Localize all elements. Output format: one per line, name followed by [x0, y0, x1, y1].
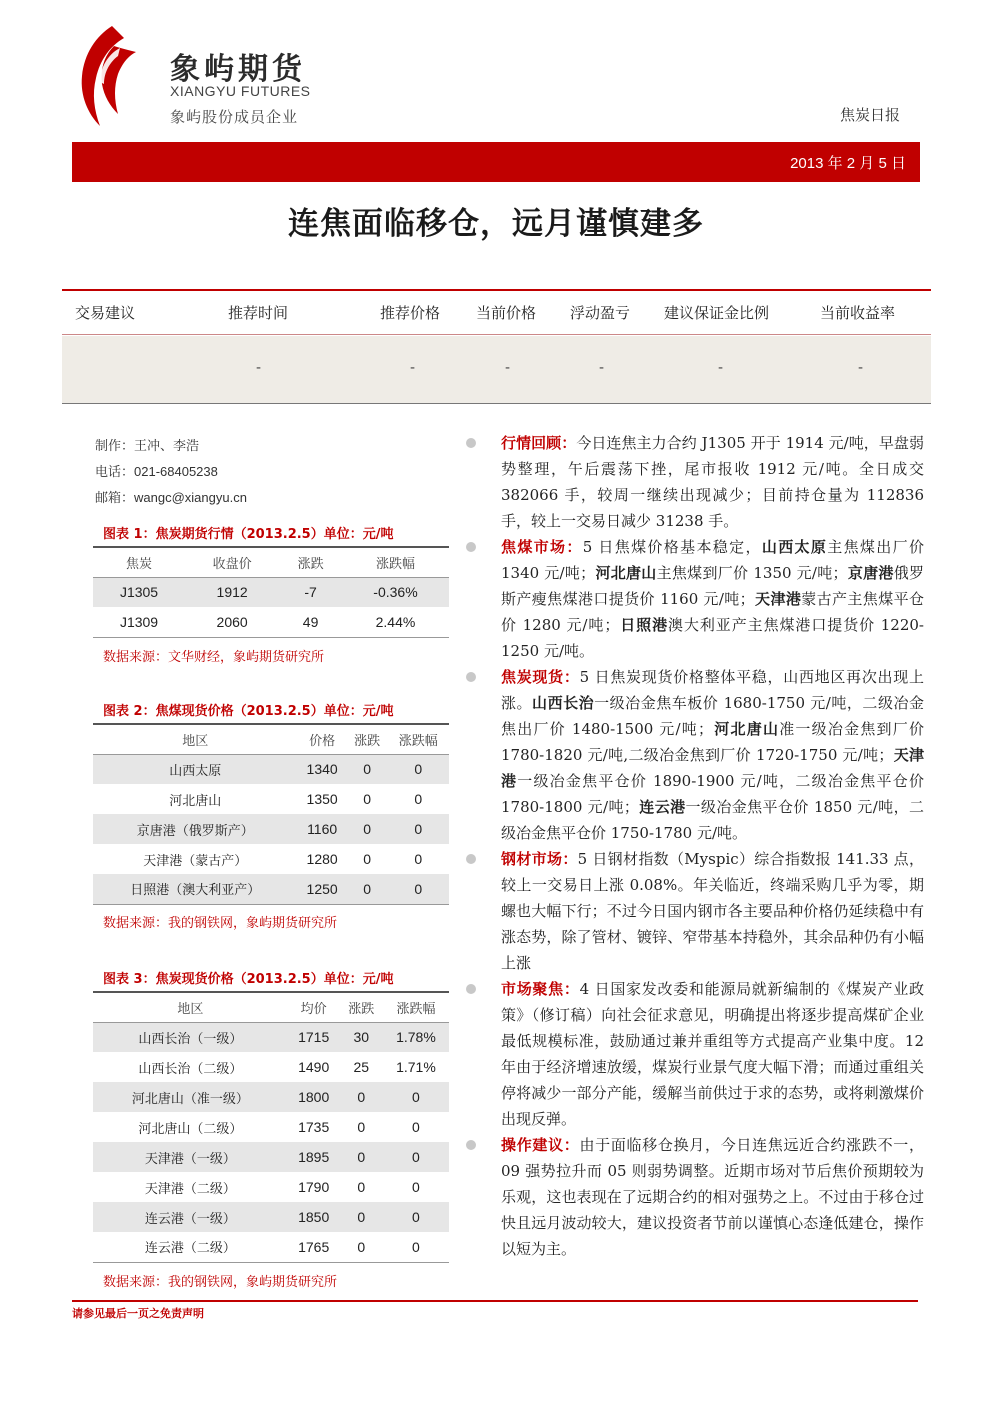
fig2-title: 图表 2：焦煤现货价格（2013.2.5）单位：元/吨	[103, 704, 394, 719]
section-text: 5 日焦炭现货价格整体平稳，山西地区再次出现上涨。	[501, 668, 924, 712]
table-cell: 49	[279, 607, 342, 637]
table-cell: 1715	[288, 1022, 340, 1052]
section-label: 焦煤市场：	[501, 538, 583, 556]
fig2-header: 涨跌幅	[388, 724, 449, 754]
highlight-location: 天津港	[754, 590, 802, 608]
table-row	[93, 844, 449, 874]
table-cell: 河北唐山（二级）	[138, 1121, 243, 1137]
rec-header-return: 当前收益率	[820, 304, 896, 322]
email-row	[95, 487, 247, 506]
commentary-sections	[466, 430, 924, 1262]
table-cell: 1250	[298, 874, 347, 904]
fig1-title: 图表 1：焦炭期货行情（2013.2.5）单位：元/吨	[103, 527, 394, 542]
table-cell: 0	[388, 814, 449, 844]
rec-table-body	[62, 336, 931, 404]
highlight-location: 京唐港	[847, 564, 894, 582]
table-cell: -0.36%	[342, 577, 449, 607]
table-cell: 0	[347, 754, 388, 784]
section-text: 主焦煤出厂价 1340 元/吨；	[501, 538, 924, 582]
rec-value-price: -	[410, 360, 416, 376]
fig1-header: 收盘价	[185, 547, 279, 577]
logo-subtitle: 象屿股份成员企业	[170, 108, 299, 126]
section-label: 操作建议：	[501, 1136, 580, 1154]
table-cell: 1895	[288, 1142, 340, 1172]
table-cell: 0	[340, 1142, 383, 1172]
phone-row	[95, 461, 218, 480]
bullet-dot-icon	[466, 438, 476, 448]
section-label: 焦炭现货：	[501, 668, 580, 686]
table-cell: 1800	[288, 1082, 340, 1112]
table-cell: 1490	[298, 1059, 330, 1075]
table-cell: 1350	[306, 791, 338, 807]
fig1-header: 涨跌	[279, 547, 342, 577]
logo-english-name: XIANGYU FUTURES	[170, 83, 311, 99]
fig3-header: 均价	[288, 992, 340, 1022]
rec-value-return: -	[858, 360, 864, 376]
report-title: 连焦面临移仓，远月谨慎建多	[288, 206, 704, 242]
table-cell: -7	[279, 577, 342, 607]
highlight-location: 连云港	[638, 798, 686, 816]
table-cell: 河北唐山	[169, 793, 222, 809]
table-cell: J1309	[93, 607, 185, 637]
table-cell: 1735	[298, 1119, 330, 1135]
company-logo-icon	[78, 24, 140, 128]
rec-value-margin-ratio: -	[718, 360, 724, 376]
section-text: 蒙古产主焦煤平仓价 1280 元/吨；	[501, 590, 924, 634]
table-cell: 连云港（一级）	[93, 1202, 288, 1232]
table-cell: 1280	[306, 851, 338, 867]
section-text: 5 日焦煤价格基本稳定，	[582, 538, 762, 556]
phone-label: 电话：	[95, 465, 135, 480]
section-text: 俄罗斯产瘦焦煤港口提货价 1160 元/吨；	[501, 564, 924, 608]
email-link[interactable]: wangc@xiangyu.cn	[134, 490, 247, 505]
fig2-source: 数据来源：我的钢铁网，象屿期货研究所	[103, 916, 338, 931]
fig3-table	[93, 991, 449, 1263]
table-cell: 京唐港（俄罗斯产）	[93, 814, 298, 844]
logo-chinese-name: 象屿期货	[170, 52, 306, 87]
rec-value-time: -	[256, 360, 262, 376]
section-text: 一级冶金焦平仓价 1850 元/吨，二级冶金焦平仓价 1750-1780 元/吨。	[501, 798, 924, 842]
table-cell: 天津港（二级）	[144, 1181, 236, 1197]
table-cell: 1765	[288, 1232, 340, 1262]
rec-header-time: 推荐时间	[228, 304, 289, 322]
table-cell: 0	[357, 1119, 366, 1135]
fig3-title: 图表 3：焦炭现货价格（2013.2.5）单位：元/吨	[103, 972, 394, 987]
rec-header-current-price: 当前价格	[476, 304, 537, 322]
commentary-bullet	[466, 846, 924, 976]
table-row	[93, 1052, 449, 1082]
commentary-bullet	[466, 664, 924, 846]
section-label: 市场聚焦：	[501, 980, 580, 998]
section-text: 5 日钢材指数（Myspic）综合指数报 141.33 点，较上一交易日上涨 0.08%。年关临近，终端采购几乎为零，期螺也大幅下行；不过今日国内钢市各主要品种价格仍延续稳中有涨态势，除了管材、镀锌、窄带基本持稳外，其余品种仍有小幅上涨	[501, 850, 924, 972]
table-cell: 河北唐山（准一级）	[93, 1082, 288, 1112]
section-text: 准一级冶金焦到厂价 1780-1820 元/吨,二级冶金焦到厂价 1720-1750 元/吨；	[501, 720, 924, 764]
table-cell: 天津港（一级）	[93, 1142, 288, 1172]
table-row	[93, 577, 449, 607]
commentary-bullet	[466, 430, 924, 534]
table-cell: 1160	[298, 814, 347, 844]
disclaimer-note: 请参见最后一页之免责声明	[72, 1307, 204, 1320]
rec-header-margin-ratio: 建议保证金比例	[664, 304, 770, 322]
highlight-location: 山西太原	[761, 538, 828, 556]
table-cell: 日照港（澳大利亚产）	[93, 874, 298, 904]
rec-header-price: 推荐价格	[380, 304, 441, 322]
table-cell: 1850	[288, 1202, 340, 1232]
section-text: 由于面临移仓换月，今日连焦远近合约涨跌不一，09 强势拉升而 05 则弱势调整。近期市场对节后焦价预期较为乐观，这也表现在了远期合约的相对强势之上。不过由于移仓过快且远月波动较大，建议投资者节前以谨慎心态逢低建仓，操作以短为主。	[501, 1136, 924, 1258]
table-row	[93, 607, 449, 637]
table-cell: 2060	[185, 607, 279, 637]
highlight-location: 河北唐山	[713, 720, 780, 738]
commentary-bullet	[466, 1132, 924, 1262]
table-cell: 0	[414, 791, 423, 807]
bullet-dot-icon	[466, 854, 476, 864]
fig1-header: 涨跌幅	[342, 547, 449, 577]
table-cell: 0	[340, 1082, 383, 1112]
table-row	[93, 1202, 449, 1232]
table-cell: 0	[388, 754, 449, 784]
table-cell: 0	[412, 1179, 420, 1195]
table-cell: 0	[340, 1232, 383, 1262]
table-cell: 1340	[298, 754, 347, 784]
section-text: 一级冶金焦车板价 1680-1750 元/吨，二级冶金焦出厂价 1480-1500 元/吨；	[501, 694, 924, 738]
highlight-location: 天津港	[501, 746, 924, 790]
author: 制作：王冲、李浩	[95, 439, 200, 454]
section-text: 4 日国家发改委和能源局就新编制的《煤炭产业政策》（修订稿）向社会征求意见，明确提出将逐步提高煤矿企业最低规模标准，鼓励通过兼并重组等方式提高产业集中度。12 年由于经济增速放缓，煤炭行业景气度大幅下滑；而通过重组关停将减少一部分产能，缓解当前供过于求的态势，或将刺激煤价出现反弹。	[501, 980, 924, 1128]
table-cell: 天津港（蒙古产）	[143, 853, 248, 869]
section-text: 澳大利亚产主焦煤港口提货价 1220-1250 元/吨。	[501, 616, 924, 660]
table-cell: 25	[353, 1059, 370, 1075]
table-cell: 连云港（二级）	[93, 1232, 288, 1262]
table-cell: 1.78%	[383, 1022, 449, 1052]
section-label: 行情回顾：	[501, 434, 577, 452]
table-cell: 0	[363, 791, 371, 807]
table-cell: 0	[388, 874, 449, 904]
table-cell: 山西长治（二级）	[138, 1061, 243, 1077]
table-row	[93, 754, 449, 784]
table-row	[93, 874, 449, 904]
bullet-dot-icon	[466, 542, 476, 552]
table-cell: 2.44%	[342, 607, 449, 637]
section-text: 主焦煤到厂价 1350 元/吨；	[656, 564, 848, 582]
report-type: 焦炭日报	[839, 106, 900, 124]
fig3-header: 地区	[93, 992, 288, 1022]
fig1-table	[93, 546, 449, 638]
rec-value-floating-pl: -	[599, 360, 605, 376]
table-cell: 0	[412, 1119, 420, 1135]
commentary-bullet	[466, 534, 924, 664]
table-cell: 1790	[298, 1179, 330, 1195]
fig3-header: 涨跌	[340, 992, 383, 1022]
table-cell: 0	[383, 1082, 449, 1112]
table-cell: 0	[340, 1202, 383, 1232]
table-cell: 1.71%	[396, 1059, 436, 1075]
fig1-source: 数据来源：文华财经，象屿期货研究所	[103, 650, 325, 665]
email-label: 邮箱：	[95, 491, 135, 506]
table-cell: 山西太原	[93, 754, 298, 784]
highlight-location: 山西长治	[532, 694, 595, 712]
table-cell: 0	[363, 851, 371, 867]
fig1-header: 焦炭	[93, 547, 185, 577]
table-row	[93, 814, 449, 844]
footer-rule	[72, 1300, 918, 1302]
table-cell: 0	[383, 1232, 449, 1262]
fig2-table	[93, 723, 449, 905]
table-row	[93, 1082, 449, 1112]
bullet-dot-icon	[466, 1140, 476, 1150]
fig2-header: 地区	[93, 724, 298, 754]
section-label: 钢材市场：	[501, 850, 578, 868]
table-row	[93, 1172, 449, 1202]
table-cell: 山西长治（一级）	[93, 1022, 288, 1052]
fig3-header: 涨跌幅	[383, 992, 449, 1022]
table-row	[93, 1232, 449, 1262]
table-cell: 1912	[185, 577, 279, 607]
table-cell: 0	[347, 874, 388, 904]
rec-value-current-price: -	[505, 360, 511, 376]
phone-number: 021-68405238	[134, 464, 218, 479]
highlight-location: 河北唐山	[595, 564, 657, 582]
rec-header-advice: 交易建议	[75, 304, 136, 322]
rec-header-floating-pl: 浮动盈亏	[570, 304, 631, 322]
section-text: 一级冶金焦平仓价 1890-1900 元/吨，二级冶金焦平仓价 1780-1800 元/吨；	[501, 772, 924, 816]
report-date: 2013 年 2 月 5 日	[790, 155, 906, 172]
table-row	[93, 784, 449, 814]
fig2-header: 涨跌	[347, 724, 388, 754]
table-cell: 0	[357, 1179, 366, 1195]
highlight-location: 日照港	[619, 616, 669, 634]
table-cell: 30	[340, 1022, 383, 1052]
table-row	[93, 1142, 449, 1172]
table-cell: 0	[383, 1202, 449, 1232]
table-cell: 0	[383, 1142, 449, 1172]
table-cell: J1305	[93, 577, 185, 607]
bullet-dot-icon	[466, 984, 476, 994]
table-row	[93, 1112, 449, 1142]
table-cell: 0	[347, 814, 388, 844]
table-cell: 0	[414, 851, 423, 867]
fig2-header: 价格	[298, 724, 347, 754]
fig3-source: 数据来源：我的钢铁网，象屿期货研究所	[103, 1275, 338, 1290]
bullet-dot-icon	[466, 672, 476, 682]
section-text: 今日连焦主力合约 J1305 开于 1914 元/吨，早盘弱势整理，午后震荡下挫，尾市报收 1912 元/吨。全日成交 382066 手，较周一继续出现减少；目前持仓量为 112836 手，较上一交易日减少 31238 手。	[501, 434, 924, 530]
commentary-bullet	[466, 976, 924, 1132]
table-row	[93, 1022, 449, 1052]
